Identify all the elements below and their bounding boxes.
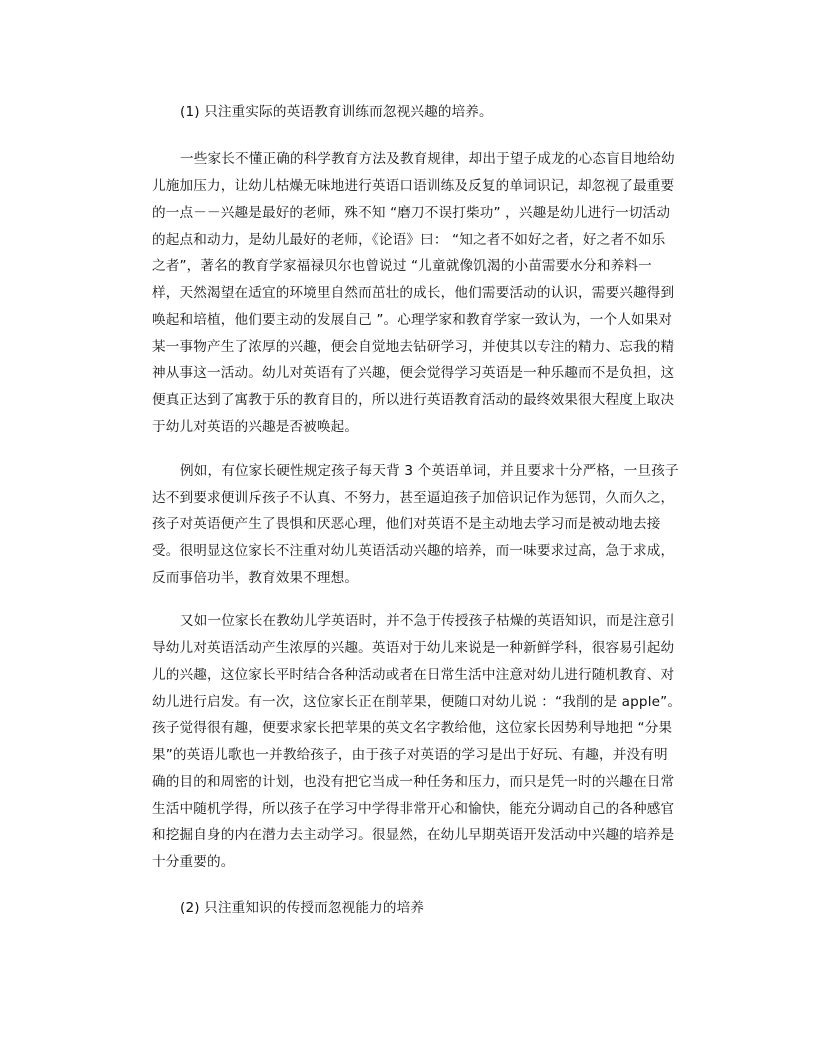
paragraph-line: 于幼儿对英语的兴趣是否被唤起。 xyxy=(152,419,359,435)
paragraph-line: 神从事这一活动。幼儿对英语有了兴趣，便会觉得学习英语是一种乐趣而不是负担，这 xyxy=(152,365,675,381)
paragraph-line: 幼儿进行启发。有一次，这位家长正在削苹果，便随口对幼儿说 ：“我削的是 apple”。 xyxy=(152,694,682,710)
paragraph-line: 孩子对英语便产生了畏惧和厌恶心理，他们对英语不是主动地去学习而是被动地去接 xyxy=(152,516,661,532)
paragraph-line: 确的目的和周密的计划，也没有把它当成一种任务和压力，而只是凭一时的兴趣在日常 xyxy=(152,774,675,790)
paragraph-line: 孩子觉得很有趣，便要求家长把苹果的英文名字教给他，这位家长因势利导地把 “分果 xyxy=(152,720,673,736)
paragraph-line: 生活中随机学得，所以孩子在学习中学得非常开心和愉快，能充分调动自己的各种感官 xyxy=(152,801,675,817)
paragraph-line: 和挖掘自身的内在潜力去主动学习。很显然，在幼儿早期英语开发活动中兴趣的培养是 xyxy=(152,827,675,843)
paragraph-line: 便真正达到了寓教于乐的教育目的，所以进行英语教育活动的最终效果很大程度上取决 xyxy=(152,392,675,408)
paragraph-line: 达不到要求便训斥孩子不认真、不努力，甚至逼迫孩子加倍识记作为惩罚，久而久之， xyxy=(152,490,675,506)
paragraph-line: 的一点－－兴趣是最好的老师，殊不知 “磨刀不误打柴功” ，兴趣是幼儿进行一切活动 xyxy=(152,205,671,221)
paragraph-line: 又如一位家长在教幼儿学英语时，并不急于传授孩子枯燥的英语知识，而是注意引 xyxy=(180,613,675,629)
paragraph-line: 反而事倍功半，教育效果不理想。 xyxy=(152,570,359,586)
paragraph-line: 例如，有位家长硬性规定孩子每天背 3 个英语单词，并且要求十分严格，一旦孩子 xyxy=(180,463,679,479)
paragraph-line: 儿施加压力，让幼儿枯燥无味地进行英语口语训练及反复的单词识记，却忽视了最重要 xyxy=(152,178,675,194)
paragraph-line: 果”的英语儿歌也一并教给孩子，由于孩子对英语的学习是出于好玩、有趣，并没有明 xyxy=(152,747,668,763)
paragraph-line: 的起点和动力，是幼儿最好的老师，《论语》曰： “知之者不如好之者，好之者不如乐 xyxy=(152,232,666,248)
section-heading-1: (1) 只注重实际的英语教育训练而忽视兴趣的培养。 xyxy=(180,104,493,120)
paragraph-line: 某一事物产生了浓厚的兴趣，便会自觉地去钻研学习，并使其以专注的精力、忘我的精 xyxy=(152,339,675,355)
paragraph-line: 唤起和培植，他们要主动的发展自己 ”。心理学家和教育学家一致认为，一个人如果对 xyxy=(152,312,673,328)
paragraph-line: 导幼儿对英语活动产生浓厚的兴趣。英语对于幼儿来说是一种新鲜学科，很容易引起幼 xyxy=(152,640,675,656)
paragraph-line: 十分重要的。 xyxy=(152,854,235,870)
paragraph-line: 一些家长不懂正确的科学教育方法及教育规律，却出于望子成龙的心态盲目地给幼 xyxy=(180,151,675,167)
paragraph-line: 之者”，著名的教育学家福禄贝尔也曾说过 “儿童就像饥渴的小苗需要水分和养料一 xyxy=(152,258,652,274)
paragraph-line: 受。很明显这位家长不注重对幼儿英语活动兴趣的培养，而一味要求过高，急于求成， xyxy=(152,543,675,559)
section-heading-2: (2) 只注重知识的传授而忽视能力的培养 xyxy=(180,900,425,916)
paragraph-line: 样，天然渴望在适宜的环境里自然而茁壮的成长，他们需要活动的认识，需要兴趣得到 xyxy=(152,285,675,301)
paragraph-line: 儿的兴趣，这位家长平时结合各种活动或者在日常生活中注意对幼儿进行随机教育、对 xyxy=(152,667,675,683)
